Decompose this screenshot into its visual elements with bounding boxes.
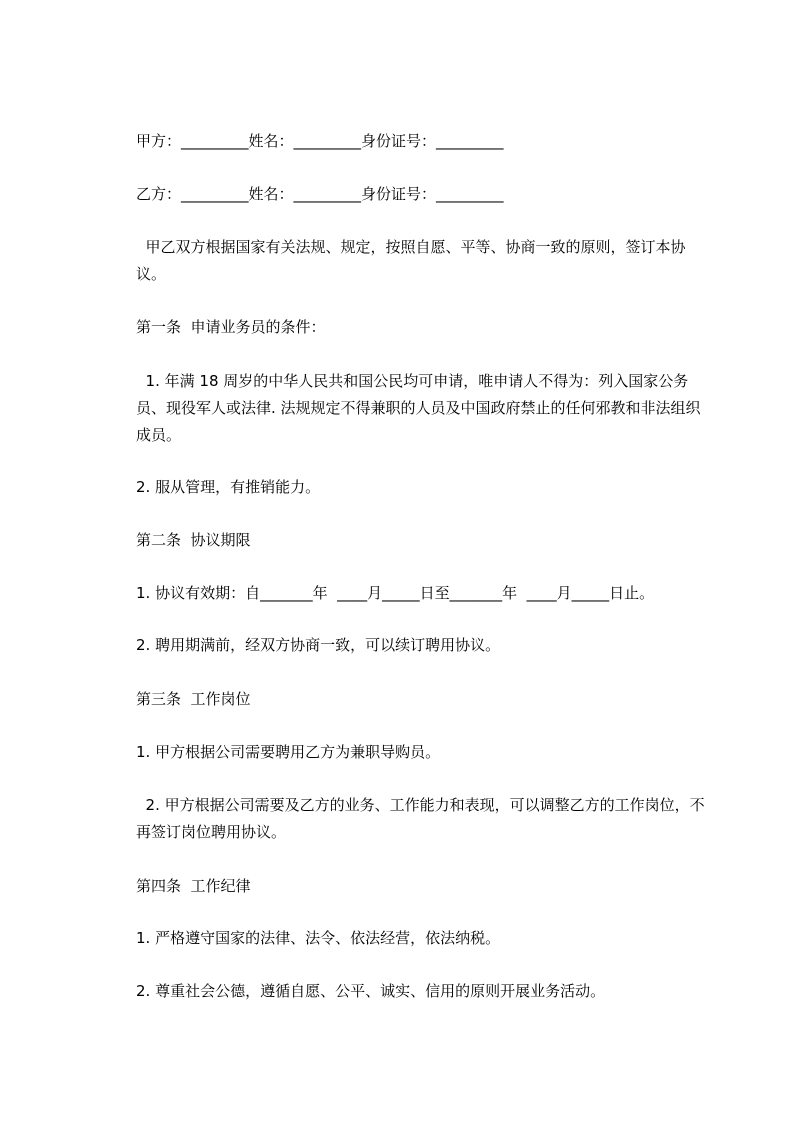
- party-a-line: 甲方：_________姓名：_________身份证号：_________: [136, 132, 504, 150]
- article-1-item-1: 1. 年满 18 周岁的中华人民共和国公民均可申请，唯申请人不得为：列入国家公务员、现役军人或法律. 法规规定不得兼职的人员及中国政府禁止的任何邪教和非法组织成员。: [136, 372, 701, 444]
- article-2-item-2: 2. 聘用期满前，经双方协商一致，可以续订聘用协议。: [136, 636, 501, 654]
- article-4-item-1: 1. 严格遵守国家的法律、法令、依法经营，依法纳税。: [136, 929, 501, 947]
- article-4-title: 第四条 工作纪律: [136, 877, 251, 895]
- article-3-item-2: 2. 甲方根据公司需要及乙方的业务、工作能力和表现，可以调整乙方的工作岗位，不再签订岗位聘用协议。: [136, 796, 705, 841]
- article-2-title: 第二条 协议期限: [136, 531, 251, 549]
- party-b-line: 乙方：_________姓名：_________身份证号：_________: [136, 185, 504, 203]
- article-1-title: 第一条 申请业务员的条件：: [136, 318, 326, 336]
- article-1-item-2: 2. 服从管理，有推销能力。: [136, 478, 321, 496]
- article-4-item-2: 2. 尊重社会公德，遵循自愿、公平、诚实、信用的原则开展业务活动。: [136, 982, 606, 1000]
- preamble-paragraph: 甲乙双方根据国家有关法规、规定，按照自愿、平等、协商一致的原则，签订本协议。: [136, 238, 686, 283]
- article-3-title: 第三条 工作岗位: [136, 690, 251, 708]
- article-3-item-1: 1. 甲方根据公司需要聘用乙方为兼职导购员。: [136, 743, 441, 761]
- article-2-item-1: 1. 协议有效期：自_______年 ____月_____日至_______年 ____月_____日止。: [136, 584, 655, 602]
